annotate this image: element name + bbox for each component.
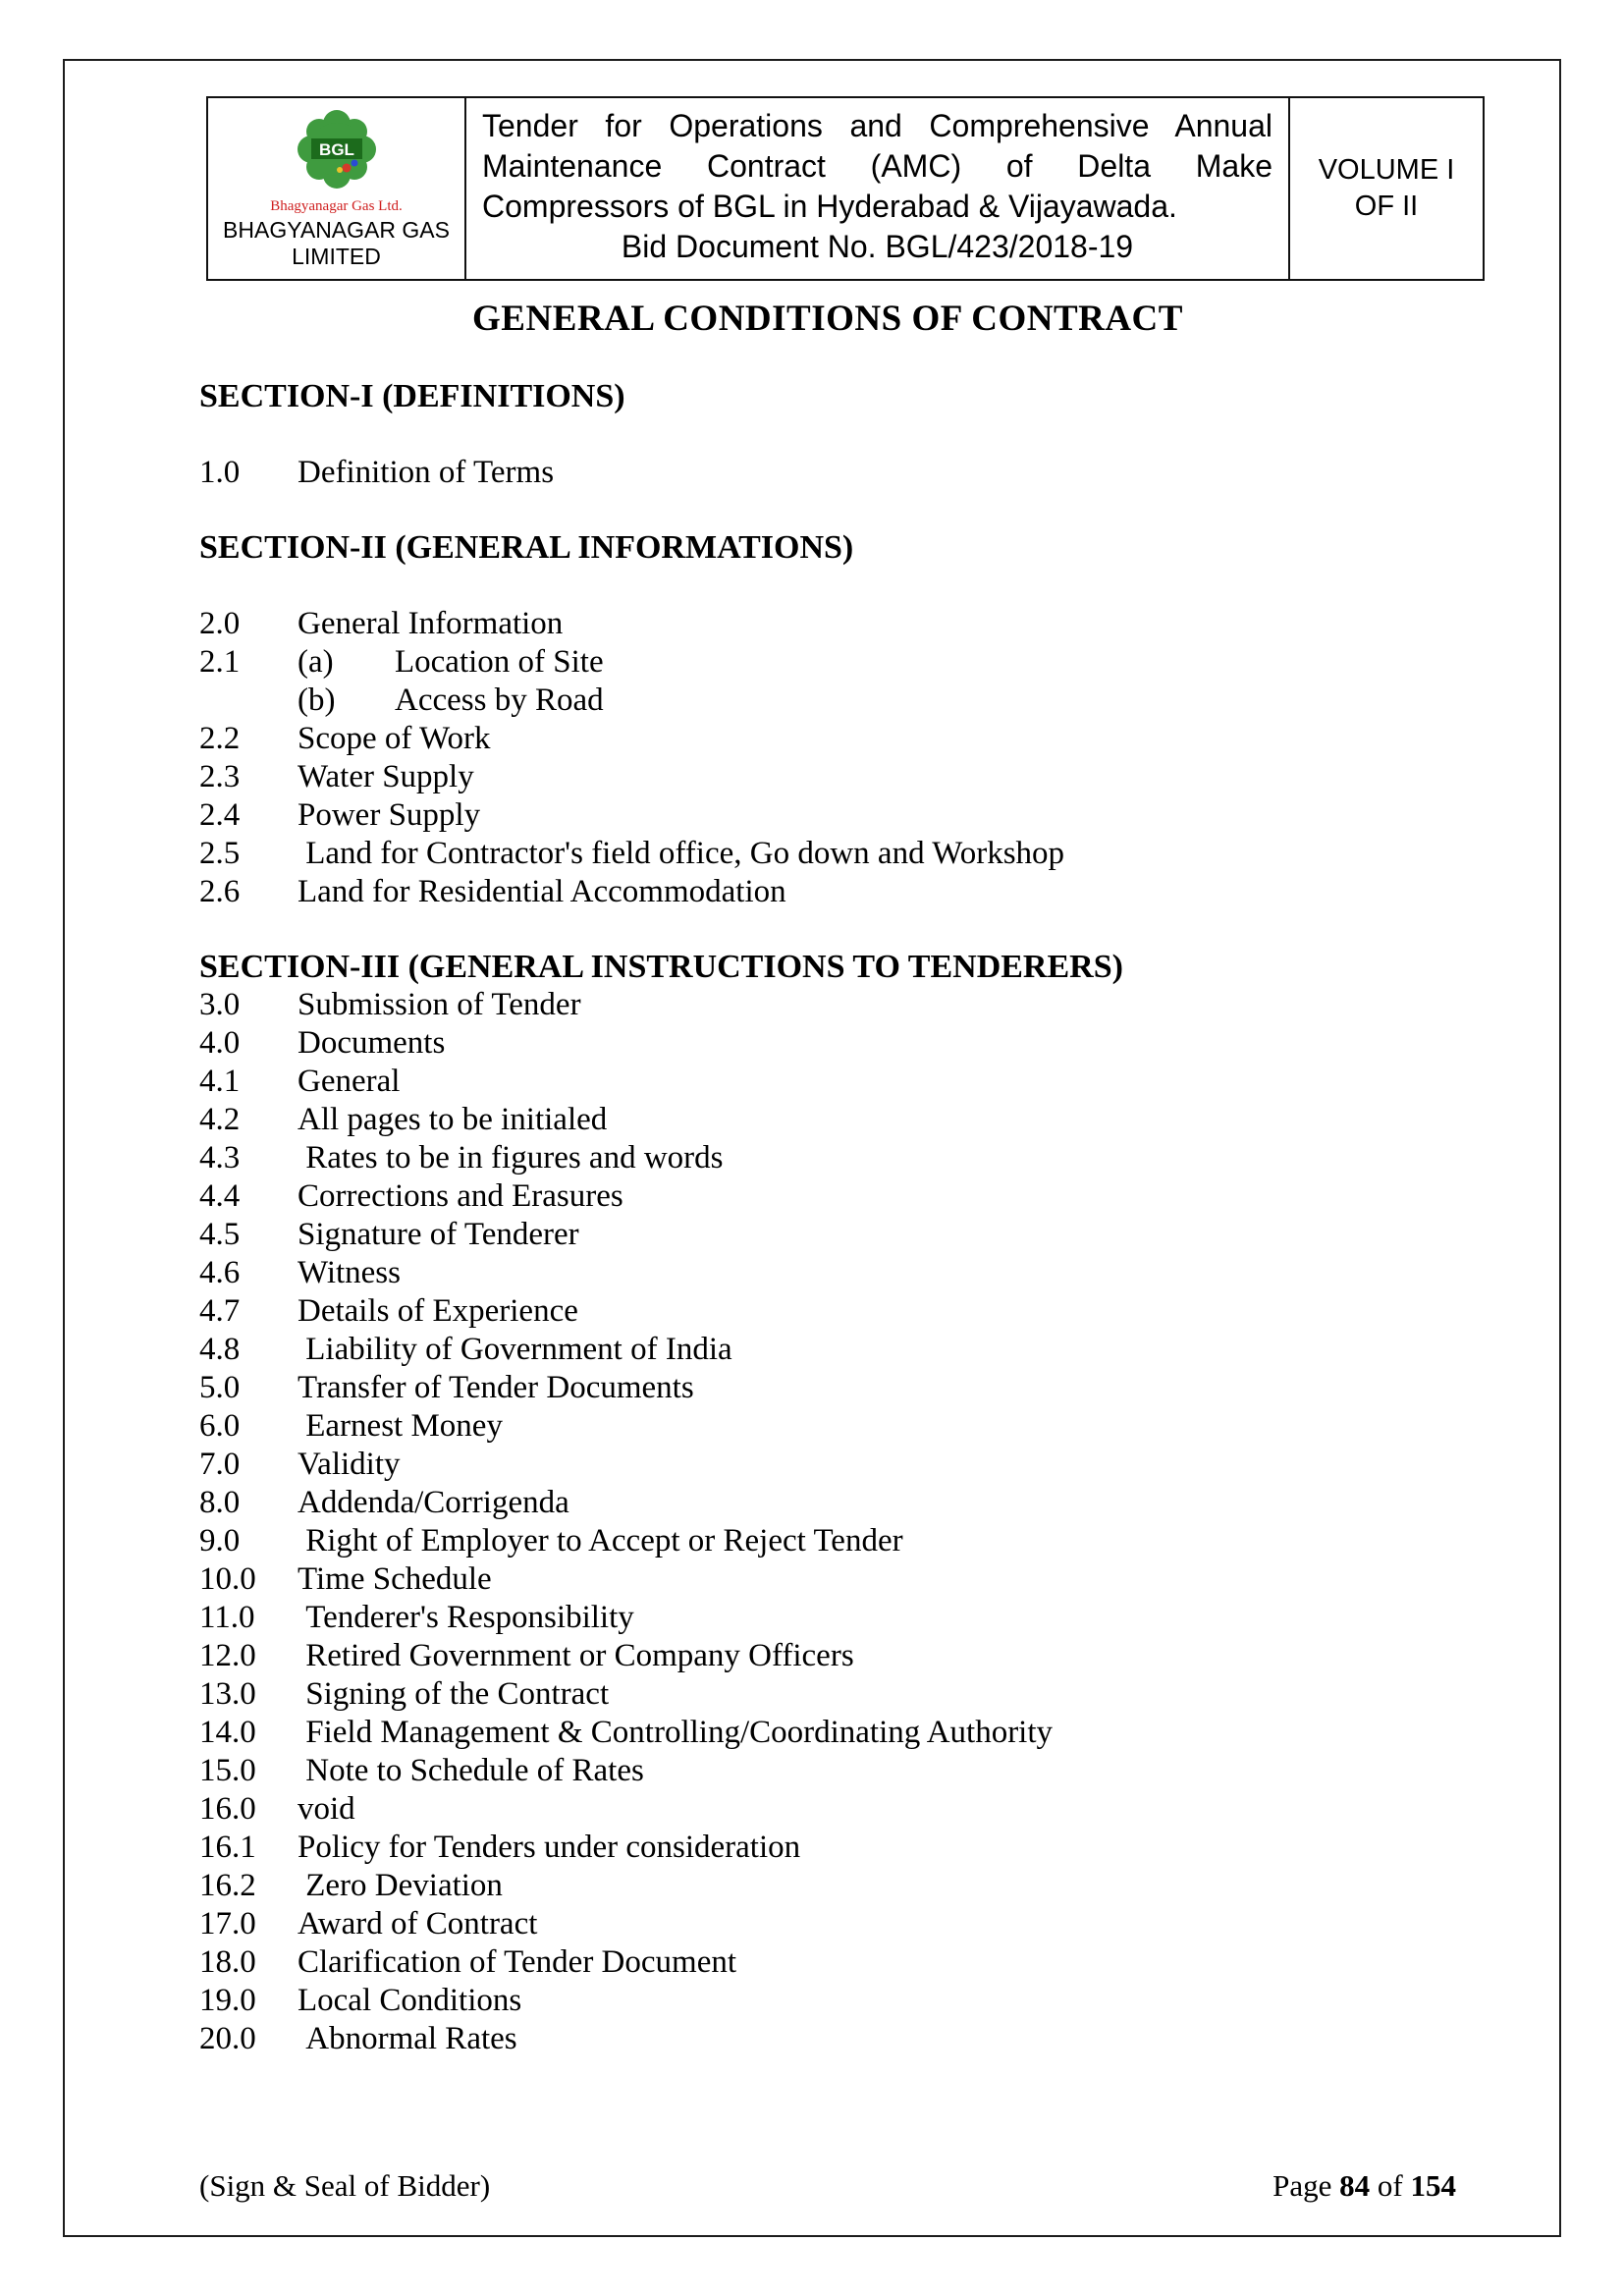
item-number: 9.0 [199,1523,241,1558]
item-number: 4.1 [199,1064,241,1099]
toc-item [199,1177,1456,1216]
item-text: Right of Employer to Accept or Reject Tender [298,1523,903,1558]
item-number: 2.3 [199,759,241,794]
toc-item [199,1139,1456,1177]
header-table [206,96,1485,281]
item-text: Signature of Tenderer [298,1217,579,1252]
toc-item [199,1829,1456,1867]
item-text: Water Supply [298,759,474,794]
item-text: Abnormal Rates [298,2021,517,2056]
toc-item [199,1101,1456,1139]
toc-item [199,605,1456,643]
toc-item [199,835,1456,873]
item-number: 15.0 [199,1753,256,1788]
tender-title-line: Compressors of BGL in Hyderabad & Vijayawada. [482,189,1177,224]
toc-item [199,1943,1456,1982]
item-number: 16.2 [199,1868,256,1903]
toc-item [199,454,1456,492]
footer-page-number: 84 [1339,2168,1371,2203]
item-text: Details of Experience [298,1293,578,1329]
toc-item [199,758,1456,796]
toc-item [199,986,1456,1024]
toc-item [199,873,1456,911]
toc-item [199,1484,1456,1522]
item-number: 13.0 [199,1676,256,1712]
item-text: Retired Government or Company Officers [298,1638,854,1673]
item-text: Power Supply [298,797,481,833]
toc-item [199,2020,1456,2058]
item-text: Award of Contract [298,1906,538,1941]
item-text: Field Management & Controlling/Coordinating Authority [298,1715,1054,1750]
toc-item [199,1599,1456,1637]
volume-line2: OF II [1354,191,1419,222]
section-heading: SECTION-II (GENERAL INFORMATIONS) [199,529,854,566]
footer-sign-seal: (Sign & Seal of Bidder) [199,2168,491,2203]
header-title-cell [466,98,1290,279]
item-number: 6.0 [199,1408,241,1444]
item-text: Validity [298,1447,401,1482]
item-text: Policy for Tenders under consideration [298,1830,801,1865]
volume-line1: VOLUME I [1318,154,1455,186]
item-text: Witness [298,1255,401,1290]
item-number: 4.3 [199,1140,241,1175]
tender-title-line: Maintenance Contract (AMC) of Delta Make [482,148,1272,184]
org-name-line2: LIMITED [292,243,381,269]
bid-document-number: Bid Document No. BGL/423/2018-19 [621,229,1134,264]
header-logo-cell [208,98,466,279]
footer-page-indicator [1272,2166,1456,2205]
toc-item [199,1637,1456,1675]
page-title: GENERAL CONDITIONS OF CONTRACT [472,299,1183,339]
item-number: 4.6 [199,1255,241,1290]
item-text: void [298,1791,355,1827]
toc-item [199,1369,1456,1407]
toc-item [199,1982,1456,2020]
item-text: Location of Site [395,644,604,680]
item-text: Note to Schedule of Rates [298,1753,644,1788]
item-number [199,682,298,720]
item-number: 3.0 [199,987,241,1022]
toc-item [199,643,1456,682]
item-number: 17.0 [199,1906,256,1941]
item-number: 2.0 [199,606,241,641]
org-name [223,217,450,270]
toc-item [199,1446,1456,1484]
section-heading: SECTION-III (GENERAL INSTRUCTIONS TO TENDERERS) [199,949,1123,985]
item-sublabel: (b) [298,683,336,718]
item-text: Liability of Government of India [298,1332,732,1367]
item-text: Definition of Terms [298,455,555,490]
item-text: Corrections and Erasures [298,1178,623,1214]
item-number: 4.5 [199,1217,241,1252]
item-number: 11.0 [199,1600,255,1635]
item-number: 10.0 [199,1561,256,1597]
item-text: All pages to be initialed [298,1102,608,1137]
toc-item [199,1407,1456,1446]
tender-title-line: Tender for Operations and Comprehensive Annual [482,108,1272,143]
item-text: Land for Residential Accommodation [298,874,786,909]
toc-item [199,1560,1456,1599]
toc-item [199,1752,1456,1790]
item-text: Zero Deviation [298,1868,503,1903]
item-text: Time Schedule [298,1561,492,1597]
item-number: 2.5 [199,836,241,871]
item-text: Transfer of Tender Documents [298,1370,694,1405]
item-text: Signing of the Contract [298,1676,610,1712]
item-number: 4.0 [199,1025,241,1061]
toc-item [199,682,1456,720]
item-text: General [298,1064,401,1099]
item-number: 4.2 [199,1102,241,1137]
toc-section [199,948,1456,2058]
toc-item [199,1292,1456,1331]
toc-item [199,1905,1456,1943]
toc-item [199,1522,1456,1560]
toc-item [199,1254,1456,1292]
footer-page-word: Page [1272,2168,1340,2203]
item-number: 12.0 [199,1638,256,1673]
item-text: Clarification of Tender Document [298,1944,737,1980]
bgl-logo-icon [288,108,386,198]
toc-item [199,1675,1456,1714]
item-number: 18.0 [199,1944,256,1980]
item-number: 8.0 [199,1485,241,1520]
toc-item [199,1790,1456,1829]
toc-section [199,377,1456,492]
item-number: 16.0 [199,1791,256,1827]
item-text: Scope of Work [298,721,491,756]
footer-of-word: of [1370,2168,1411,2203]
org-name-line1: BHAGYANAGAR GAS [223,216,450,243]
toc-item [199,1331,1456,1369]
item-text: Documents [298,1025,446,1061]
item-number: 20.0 [199,2021,256,2056]
item-text: Submission of Tender [298,987,581,1022]
item-sublabel: (a) [298,644,334,680]
toc-section [199,528,1456,911]
item-text: Addenda/Corrigenda [298,1485,569,1520]
item-number: 4.7 [199,1293,241,1329]
item-text: Earnest Money [298,1408,503,1444]
bgl-monogram: BGL [318,139,354,159]
page-footer [199,2166,1456,2205]
toc-item [199,1024,1456,1063]
item-text: Local Conditions [298,1983,522,2018]
item-number: 4.8 [199,1332,241,1367]
item-number: 2.4 [199,797,241,833]
section-heading: SECTION-I (DEFINITIONS) [199,378,625,414]
item-number: 19.0 [199,1983,256,2018]
item-text: Rates to be in figures and words [298,1140,724,1175]
logo-caption: Bhagyanagar Gas Ltd. [270,197,403,214]
toc-sections [199,377,1456,2058]
header-volume-cell [1290,98,1483,279]
item-number: 2.2 [199,721,241,756]
toc-item [199,1216,1456,1254]
toc-item [199,1867,1456,1905]
item-number: 5.0 [199,1370,241,1405]
toc-item [199,720,1456,758]
item-number: 4.4 [199,1178,241,1214]
item-number: 16.1 [199,1830,256,1865]
item-number: 1.0 [199,455,241,490]
item-number: 2.1 [199,644,241,680]
item-text: General Information [298,606,564,641]
item-text: Access by Road [395,683,604,718]
toc-item [199,1063,1456,1101]
item-text: Land for Contractor's field office, Go down and Workshop [298,836,1065,871]
item-number: 2.6 [199,874,241,909]
document-content [199,278,1456,2058]
item-number: 7.0 [199,1447,241,1482]
toc-item [199,1714,1456,1752]
footer-total-pages: 154 [1410,2168,1456,2203]
toc-item [199,796,1456,835]
item-number: 14.0 [199,1715,256,1750]
item-text: Tenderer's Responsibility [298,1600,634,1635]
